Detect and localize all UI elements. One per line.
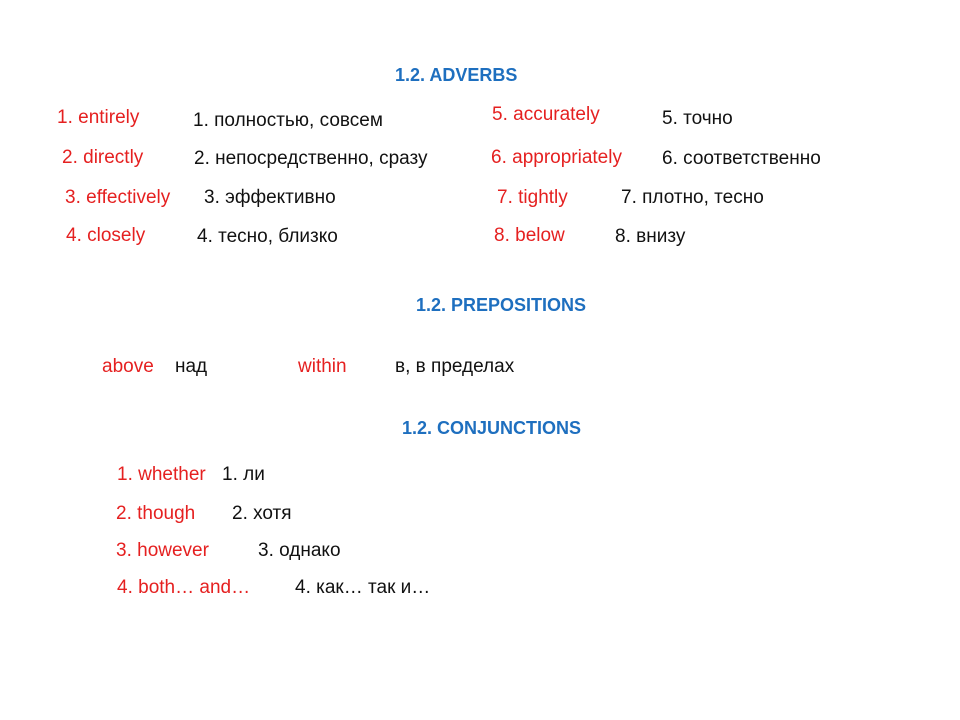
conjunction-ru-3: 3. однако [258, 540, 341, 561]
conjunction-ru-4: 4. как… так и… [295, 577, 431, 598]
adverb-ru-6: 6. соответственно [662, 148, 821, 169]
conjunction-ru-2: 2. хотя [232, 503, 292, 524]
adverb-en-5: 5. accurately [492, 104, 600, 125]
conjunction-ru-1: 1. ли [222, 464, 265, 485]
preposition-ru-2: в, в пределах [395, 356, 515, 377]
conjunctions-heading: 1.2. CONJUNCTIONS [402, 418, 582, 438]
conjunction-en-3: 3. however [116, 540, 209, 561]
adverb-en-6: 6. appropriately [491, 147, 622, 168]
adverb-ru-2: 2. непосредственно, сразу [194, 148, 428, 169]
preposition-en-2: within [298, 356, 347, 377]
adverb-en-3: 3. effectively [65, 187, 171, 208]
adverb-ru-4: 4. тесно, близко [197, 226, 338, 247]
prepositions-heading: 1.2. PREPOSITIONS [416, 295, 587, 315]
adverb-en-7: 7. tightly [497, 187, 568, 208]
conjunction-en-4: 4. both… and… [117, 577, 251, 598]
adverb-en-1: 1. entirely [57, 107, 140, 128]
adverb-ru-8: 8. внизу [615, 226, 686, 247]
preposition-en-1: above [102, 356, 154, 377]
adverb-ru-5: 5. точно [662, 108, 733, 129]
adverb-en-4: 4. closely [66, 225, 146, 246]
preposition-ru-1: над [175, 356, 208, 377]
adverb-ru-7: 7. плотно, тесно [621, 187, 764, 208]
adverb-ru-3: 3. эффективно [204, 187, 336, 208]
conjunction-en-1: 1. whether [117, 464, 206, 485]
adverb-en-8: 8. below [494, 225, 565, 246]
adverb-en-2: 2. directly [62, 147, 144, 168]
adverbs-heading: 1.2. ADVERBS [395, 65, 518, 85]
adverb-ru-1: 1. полностью, совсем [193, 110, 383, 131]
conjunction-en-2: 2. though [116, 503, 196, 524]
